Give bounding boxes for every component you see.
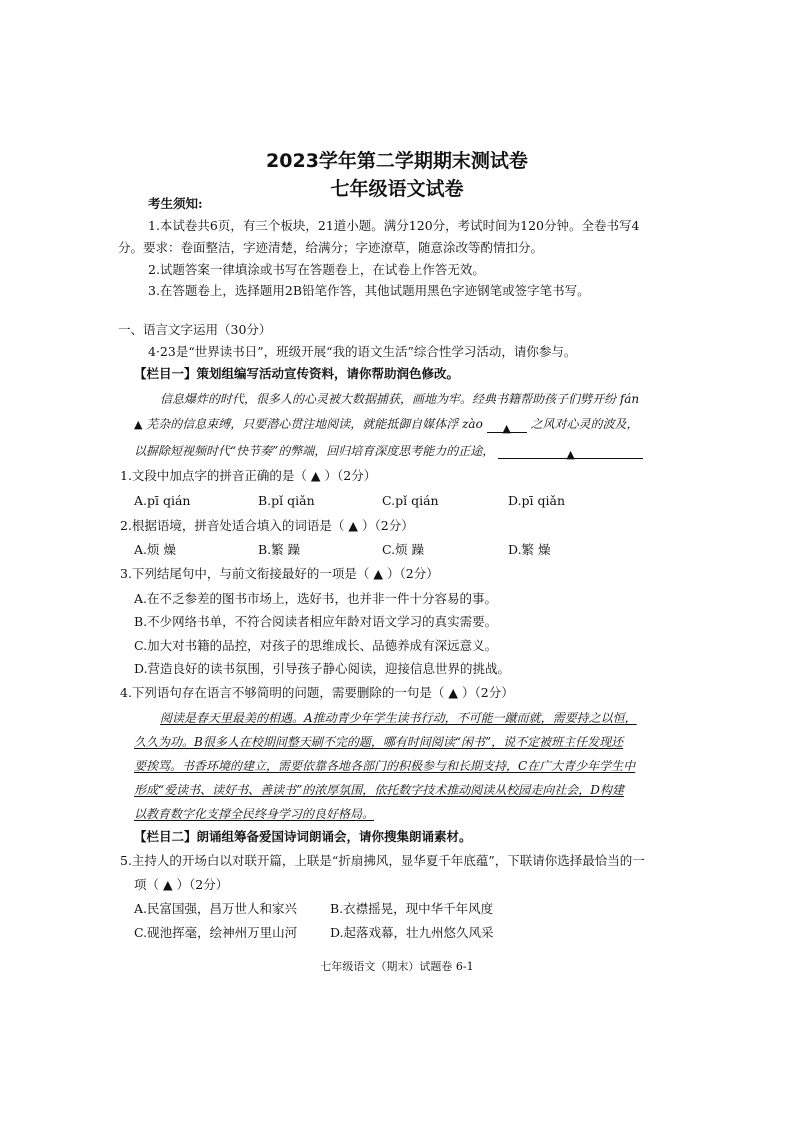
option-d: D.pī qiǎn: [508, 493, 566, 508]
notice-item: 2.试题答案一律填涂或书写在答题卷上，在试卷上作答无效。: [148, 262, 485, 277]
option-d: D.繁 燥: [508, 542, 551, 557]
passage-line: [134, 416, 639, 433]
option-a: A.烦 燥: [134, 542, 176, 557]
option-d: D.营造良好的读书氛围，引导孩子静心阅读，迎接信息世界的挑战。: [134, 661, 511, 676]
question-5-cont: 项（ ▲ ）（2分）: [134, 877, 229, 892]
option-c: C.加大对书籍的品控，对孩子的思维成长、品德养成有深远意义。: [134, 638, 498, 653]
answer-blank: ▲: [487, 420, 527, 433]
passage-line: 形成“爱读书、读好书、善读书”的浓厚氛围，依托数字技术推动阅读从校园走向社会，D构建: [134, 783, 624, 797]
option-a: A.在不乏参差的图书市场上，选好书，也并非一件十分容易的事。: [134, 591, 498, 606]
option-b: B.繁 躁: [258, 542, 301, 557]
option-c: C.烦 躁: [382, 542, 425, 557]
notice-item: 1.本试卷共6页，有三个板块，21道小题。满分120分，考试时间为120分钟。全卷书写4: [148, 218, 640, 233]
column-two-heading: 【栏目二】朗诵组筹备爱国诗词朗诵会，请你搜集朗诵素材。: [134, 829, 472, 844]
passage-text: 之风对心灵的波及，: [530, 417, 639, 431]
option-a: A.pī qián: [134, 493, 191, 508]
section-heading: 一、语言文字运用（30分）: [118, 322, 272, 337]
notice-heading: 考生须知:: [148, 196, 203, 211]
section-intro: 4·23是“世界读书日”，班级开展“我的语文生活”综合性学习活动，请你参与。: [148, 344, 577, 359]
option-c: C.pǐ qián: [382, 493, 439, 508]
answer-blank-marker: ▲: [134, 418, 143, 431]
exam-title: 2023学年第二学期期末测试卷: [266, 150, 528, 172]
passage-line: 信息爆炸的时代，很多人的心灵被大数据捕获，画地为牢。经典书籍帮助孩子们劈开纷 fán: [160, 392, 640, 406]
question-2: 2.根据语境，拼音处适合填入的词语是（ ▲ ）（2分）: [120, 518, 414, 533]
option-c: C.砚池挥毫，绘神州万里山河: [134, 925, 298, 940]
passage-text: 芜杂的信息束缚，只要潜心贯注地阅读，就能抵御自媒体浮 zào: [146, 417, 483, 431]
notice-item: 分。要求：卷面整洁，字迹清楚，给满分；字迹潦草，随意涂改等酌情扣分。: [118, 240, 544, 255]
question-5: 5.主持人的开场白以对联开篇，上联是“折扇拂风，显华夏千年底蕴”，下联请你选择最恰当的一: [120, 853, 645, 868]
column-one-heading: 【栏目一】策划组编写活动宣传资料，请你帮助润色修改。: [134, 366, 460, 381]
passage-line: 以教育数字化支撑全民终身学习的良好格局。: [134, 807, 375, 821]
passage-line: 久久为功。B很多人在校期间整天刷不完的题，哪有时间阅读“闲书”，说不定被班主任发现还: [134, 735, 624, 749]
question-3: 3.下列结尾句中，与前文衔接最好的一项是（ ▲ ）（2分）: [120, 566, 439, 581]
option-b: B.不少网络书单，不符合阅读者相应年龄对语文学习的真实需要。: [134, 614, 498, 629]
option-b: B.衣襟摇晃，现中华千年风度: [330, 901, 494, 916]
question-4: 4.下列语句存在语言不够简明的问题，需要删除的一句是（ ▲ ）（2分）: [120, 685, 514, 700]
notice-item: 3.在答题卷上，选择题用2B铅笔作答，其他试题用黑色字迹钢笔或签字笔书写。: [148, 283, 590, 298]
question-1: 1.文段中加点字的拼音正确的是（ ▲ ）（2分）: [120, 468, 377, 483]
passage-line: 要挨骂。书香环境的建立，需要依靠各地各部门的积极参与和长期支持，C在广大青少年学生中: [134, 759, 636, 773]
option-b: B.pǐ qiǎn: [258, 493, 315, 508]
exam-subtitle: 七年级语文试卷: [330, 178, 464, 200]
page-footer: 七年级语文（期末）试题卷 6-1: [320, 960, 474, 973]
option-d: D.起落戏幕，壮九州悠久风采: [330, 925, 494, 940]
option-a: A.民富国强，昌万世人和家兴: [134, 901, 298, 916]
passage-line: 阅读是春天里最美的相遇。A推动青少年学生读书行动，不可能一蹴而就，需要持之以恒，: [160, 711, 637, 725]
passage-text: 以摒除短视频时代“快节奏”的弊端，回归培育深度思考能力的正途，: [134, 444, 495, 458]
answer-blank: ▲: [498, 446, 643, 459]
passage-line: [134, 443, 643, 459]
